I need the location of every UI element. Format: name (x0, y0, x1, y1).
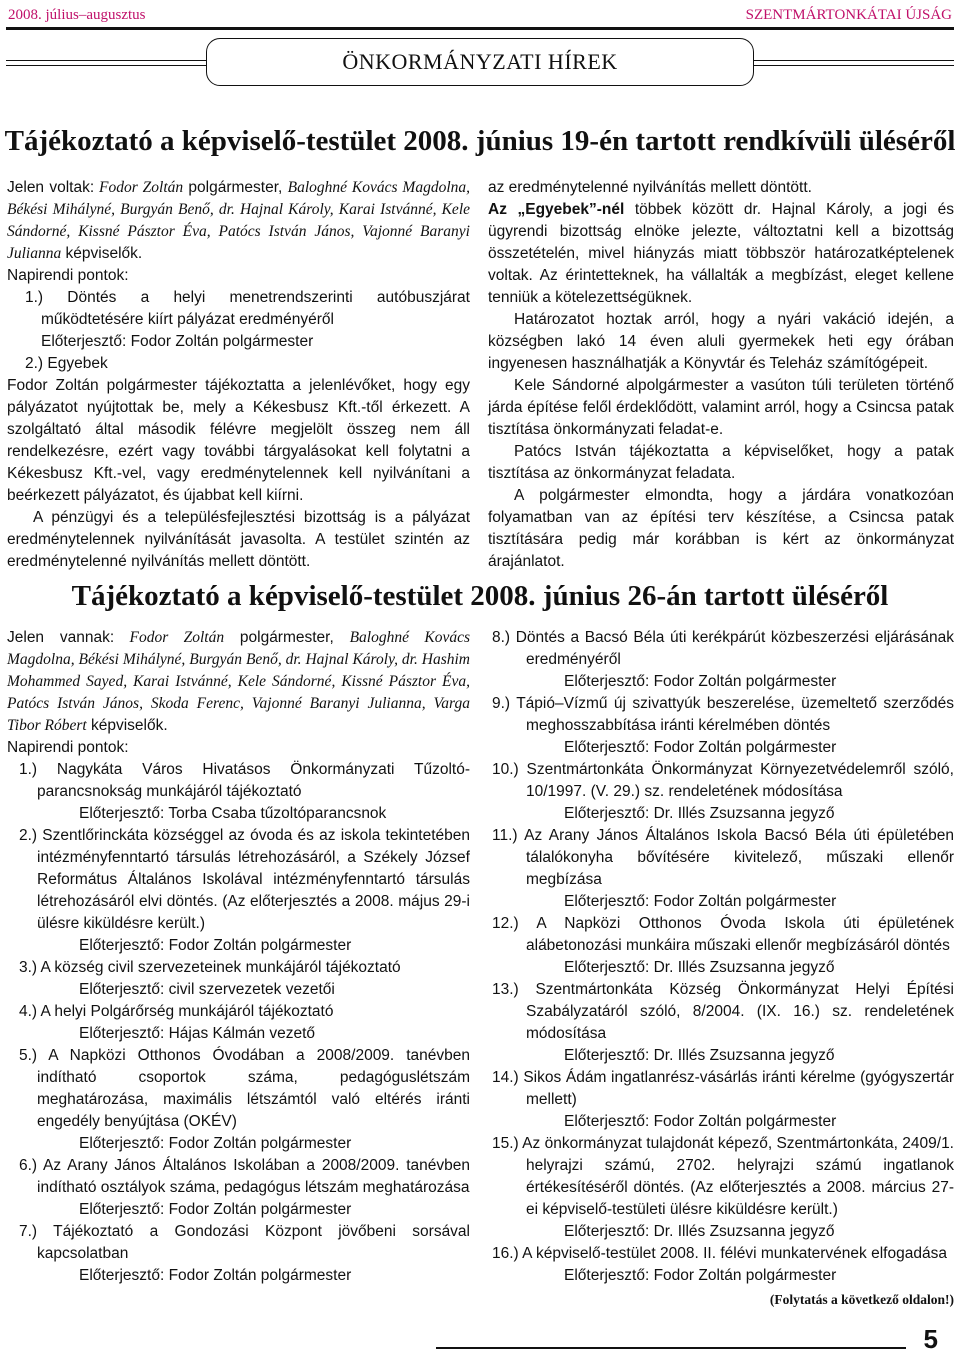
agenda-item: 6.) Az Arany János Általános Iskolában a 2008/2009. tanévben indítható osztályok száma, pedagógus létszám meghatározása (19, 1157, 470, 1196)
agenda-item-presenter: Előterjesztő: Fodor Zoltán polgármester (79, 1267, 352, 1284)
header-publication: SZENTMÁRTONKÁTAI ÚJSÁG (745, 7, 952, 23)
agenda-item-presenter: Előterjesztő: Fodor Zoltán polgármester (564, 673, 837, 690)
agenda-item: 10.) Szentmártonkáta Önkormányzat Környezetvédelemről szóló, 10/1997. (V. 29.) sz. rendeletének módosítása (492, 761, 954, 800)
member-names: Baloghné Kovács Magdolna, Békési Mihályné, Burgyán Benő, dr. Hajnal Károly, Karai Istvánné, Kele Sándorné, Kissné Pásztor Éva, Patócs István János, Vajonné Baranyi Julianna (7, 179, 470, 262)
mayor-name: Fodor Zoltán (129, 629, 225, 646)
agenda-item-presenter: Előterjesztő: Fodor Zoltán polgármester (79, 937, 352, 954)
agenda-item: 4.) A helyi Polgárőrség munkájáról tájékoztató (19, 1003, 334, 1020)
agenda-item-presenter: Előterjesztő: Dr. Illés Zsuzsanna jegyző (564, 959, 835, 976)
article1-paragraph-2: A pénzügyi és a településfejlesztési bizottság is a pályázat eredménytelennek nyilvánítását javasolta. A testület szintén az eredménytelenné nyilvánítás mellett döntött. (7, 509, 470, 570)
agenda-item: 13.) Szentmártonkáta Község Önkormányzat Helyi Építési Szabályzatáról szóló, 8/2004. (IX. 16.) sz. rendeletének módosítása (492, 981, 954, 1042)
member-role: képviselők. (61, 245, 143, 262)
article1-paragraph-1: Fodor Zoltán polgármester tájékoztatta a jelenlévőket, hogy egy pályázatot nyújtottak be, mely a Kékesbusz Kft.-től érkezett. A szolgáltató által második félévre megjelölt összeg nem áll rendelkezésre, ezért vagy további tárgyalásokat kell folytatni a Kékesbusz Kft.-vel, vagy eredménytelennek kell nyilvánítani a beérkezett pályázatot, és újabbat kell kiírni. (7, 377, 470, 504)
mayor-role: polgármester, (183, 179, 288, 196)
article1-title: Tájékoztató a képviselő-testület 2008. június 19-én tartott rendkívüli üléséről (4, 125, 956, 157)
agenda-item-presenter: Előterjesztő: Dr. Illés Zsuzsanna jegyző (564, 1223, 835, 1240)
egyebek-label: Az „Egyebek”-nél (488, 201, 625, 218)
agenda-item: 9.) Tápió–Vízmű új szivattyúk beszerelése, üzemeltető szerződés meghosszabbítása iránti kérelmében döntés (492, 695, 954, 734)
agenda-item: 5.) A Napközi Otthonos Óvodában a 2008/2009. tanévben indítható csoportok száma, pedagóguslétszám meghatározása, maximális létszámtól való eltérés iránti engedély benyújtása (OKÉV) (19, 1047, 470, 1130)
agenda-item: 3.) A község civil szervezeteinek munkájáról tájékoztató (19, 959, 401, 976)
agenda-item-presenter: Előterjesztő: Fodor Zoltán polgármester (564, 1267, 837, 1284)
article2-attendance (7, 627, 470, 737)
article1-column-left (7, 177, 470, 570)
article2-column-left (7, 627, 470, 1287)
agenda-label: Napirendi pontok: (7, 267, 129, 284)
article1-paragraph-5: Kele Sándorné alpolgármester a vasúton túli területen történő járda építése felől érdeklődött, valamint arról, hogy a Csincsa patak tisztítása önkormányzati feladat-e. (488, 377, 954, 438)
article2-title: Tájékoztató a képviselő-testület 2008. június 26-án tartott üléséről (71, 580, 889, 612)
agenda-item-1: 1.) Döntés a helyi menetrendszerinti autóbuszjárat működtetésére kiírt pályázat eredményéről (25, 289, 470, 328)
article1-attendance (7, 177, 470, 265)
agenda-item-presenter: Előterjesztő: Fodor Zoltán polgármester (79, 1201, 352, 1218)
egyebek-text: többek között dr. Hajnal Károly, a jogi és ügyrendi bizottság elnöke jelezte, változtatni kell a bizottság összetételén, mivel hiányzás miatt többször határozatképtelenek voltak. Az érintetteknek, ha vállalták a megbízást, eleget kellene tenniük a kötelezettségüknek. (488, 201, 954, 306)
header-date: 2008. július–augusztus (8, 7, 146, 23)
agenda-label: Napirendi pontok: (7, 739, 129, 756)
agenda-item-2: 2.) Egyebek (25, 355, 108, 372)
agenda-item: 11.) Az Arany János Általános Iskola Bacsó Béla úti épületében tálalókonyha bővítésére kivitelező, műszaki ellenőr megbízása (492, 827, 954, 888)
agenda-item: 1.) Nagykáta Város Hivatásos Önkormányzati Tűzoltó-parancsnokság munkájáról tájékoztató (19, 761, 470, 800)
member-names: Baloghné Kovács Magdolna, Békési Mihályné, Burgyán Benő, dr. Hajnal Károly, dr. Hashim Mohammed Sayed, Karai Istvánné, Kele Sándorné, Kissné Pásztor Éva, Patócs István János, Skoda Ferenc, Vajonné Baranyi Julianna, Varga Tibor Róbert (7, 629, 470, 734)
agenda-item-presenter: Előterjesztő: Fodor Zoltán polgármester (79, 1135, 352, 1152)
agenda-item-presenter: Előterjesztő: Torba Csaba tűzoltóparancsnok (79, 805, 387, 822)
article1-paragraph-3 (488, 199, 954, 309)
page-number: 5 (923, 1324, 938, 1354)
continued-note: (Folytatás a következő oldalon!) (769, 1292, 954, 1307)
article1-paragraph-4: Határozatot hoztak arról, hogy a nyári vakáció idején, a községben lakó 14 éven aluli gyermekek heti egy órában ingyenesen használhatják a Könyvtár és Teleház számítógépeit. (488, 311, 954, 372)
agenda-item: 14.) Sikos Ádám ingatlanrész-vásárlás iránti kérelme (gyógyszertár mellett) (492, 1069, 954, 1108)
agenda-item-presenter: Előterjesztő: Fodor Zoltán polgármester (564, 739, 837, 756)
section-banner: ÖNKORMÁNYZATI HÍREK (206, 38, 754, 86)
agenda-item-presenter: Előterjesztő: Dr. Illés Zsuzsanna jegyző (564, 805, 835, 822)
footer-rule (436, 1347, 906, 1349)
article2-column-right (488, 627, 954, 1311)
agenda-item: 7.) Tájékoztató a Gondozási Központ jövőbeni sorsával kapcsolatban (19, 1223, 470, 1262)
agenda-item: 16.) A képviselő-testület 2008. II. félévi munkatervének elfogadása (492, 1245, 947, 1262)
agenda-item-presenter: Előterjesztő: Hájas Kálmán vezető (79, 1025, 316, 1042)
agenda-list-left (7, 759, 470, 1287)
article1-paragraph-7: A polgármester elmondta, hogy a járdára vonatkozóan folyamatban van az építési terv készítése, a Csincsa patak tisztítására pedig már korábban is kért az önkormányzat árajánlatot. (488, 487, 954, 570)
mayor-role: polgármester, (224, 629, 350, 646)
agenda-item-presenter: Előterjesztő: civil szervezetek vezetői (79, 981, 335, 998)
agenda-item-1-presenter: Előterjesztő: Fodor Zoltán polgármester (41, 333, 314, 350)
agenda-item-presenter: Előterjesztő: Fodor Zoltán polgármester (564, 1113, 837, 1130)
agenda-item: 8.) Döntés a Bacsó Béla úti kerékpárút közbeszerzési eljárásának eredményéről (492, 629, 954, 668)
header-rule (6, 27, 954, 30)
article1-paragraph-6: Patócs István tájékoztatta a képviselőket, hogy a patak tisztítása az önkormányzat feladata. (488, 443, 954, 482)
article1-column-right (488, 177, 954, 573)
agenda-item-presenter: Előterjesztő: Fodor Zoltán polgármester (564, 893, 837, 910)
mayor-name: Fodor Zoltán (99, 179, 184, 196)
article1-paragraph-2-end: az eredménytelenné nyilvánítás mellett döntött. (488, 179, 812, 196)
present-label: Jelen vannak: (7, 629, 115, 646)
present-label: Jelen voltak: (7, 179, 95, 196)
member-role: képviselők. (86, 717, 168, 734)
agenda-item: 12.) A Napközi Otthonos Óvoda Iskola úti épületének alábetonozási munkáira műszaki ellenőr megbízásáról döntés (492, 915, 954, 954)
agenda-item: 15.) Az önkormányzat tulajdonát képező, Szentmártonkáta, 2409/1. helyrajzi számú, 2702. helyrajzi számú ingatlanok értékesítéséről döntés. (Az előterjesztés a 2008. március 27-ei képviselő-testületi ülésre kiküldésre került.) (492, 1135, 954, 1218)
agenda-list-right (488, 627, 954, 1287)
agenda-item-presenter: Előterjesztő: Dr. Illés Zsuzsanna jegyző (564, 1047, 835, 1064)
agenda-item: 2.) Szentlőrinckáta községgel az óvoda és az iskola tekintetében intézményfenntartó társulás létrehozásáról, a Székely József Református Általános Iskolával intézményfenntartó társulás létrehozásáról elvi döntés. (Az előterjesztés a 2008. május 29-i ülésre kiküldésre került.) (19, 827, 470, 932)
